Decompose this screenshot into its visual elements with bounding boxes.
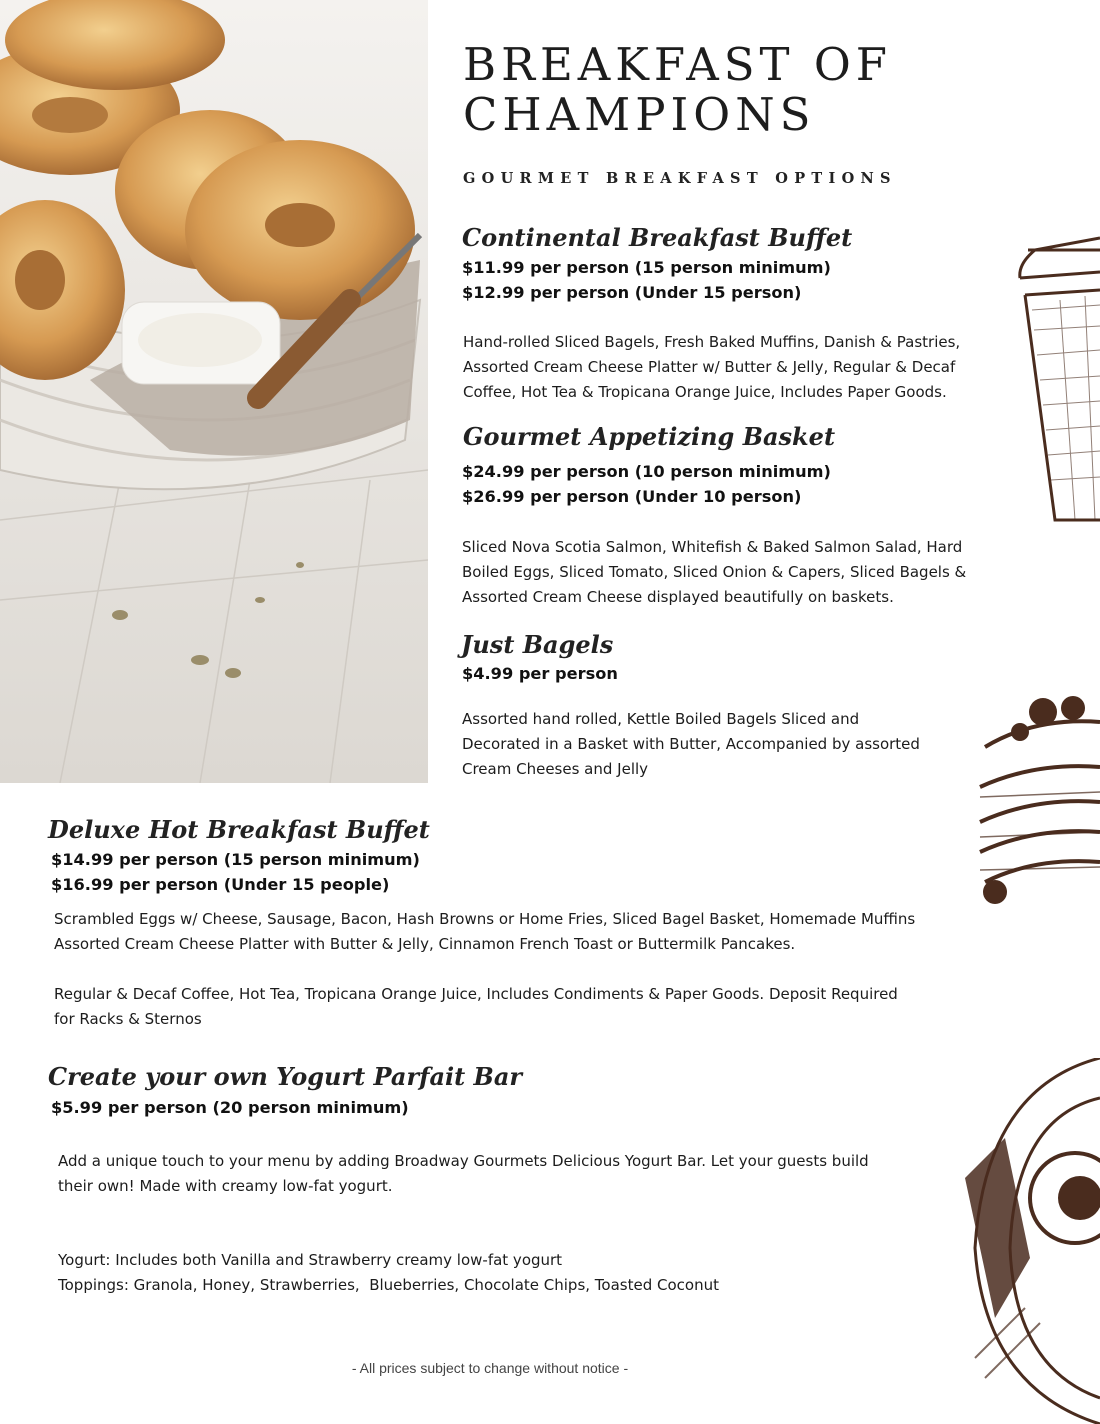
- price-line: $26.99 per person (Under 10 person): [462, 486, 802, 506]
- page-title: [463, 40, 892, 140]
- price-line: $24.99 per person (10 person minimum): [462, 462, 831, 481]
- description-line: Coffee, Hot Tea & Tropicana Orange Juice, Includes Paper Goods.: [463, 383, 947, 402]
- description-line: Assorted hand rolled, Kettle Boiled Bagels Sliced and: [462, 710, 860, 728]
- description-line: their own! Made with creamy low-fat yogurt.: [58, 1177, 393, 1196]
- price-line: $5.99 per person (20 person minimum): [51, 1098, 409, 1117]
- description-line: Assorted Cream Cheese displayed beautifully on baskets.: [462, 588, 894, 607]
- coffee-cup-sketch: [1000, 230, 1100, 530]
- footer-note: - All prices subject to change without notice -: [351, 1360, 629, 1376]
- section-prices-deluxe-hot: [51, 848, 420, 897]
- price-line: $12.99 per person (Under 15 person): [462, 282, 802, 302]
- pancake-stack-sketch: [965, 692, 1100, 922]
- description-line: Decorated in a Basket with Butter, Accompanied by assorted: [462, 735, 920, 754]
- description-line: Boiled Eggs, Sliced Tomato, Sliced Onion & Capers, Sliced Bagels &: [462, 563, 967, 582]
- section-description-yogurt-parfait: [58, 1149, 938, 1199]
- description-line: Hand-rolled Sliced Bagels, Fresh Baked Muffins, Danish & Pastries,: [463, 333, 961, 351]
- section-description-appetizing: [462, 535, 1022, 611]
- description-line: Regular & Decaf Coffee, Hot Tea, Tropicana Orange Juice, Includes Condiments & Paper Goods. Deposit Required: [54, 985, 898, 1003]
- page-subtitle: GOURMET BREAKFAST OPTIONS: [463, 170, 897, 187]
- section-heading-continental: Continental Breakfast Buffet: [462, 223, 853, 252]
- section-description-deluxe-hot: [54, 907, 952, 957]
- price-line: $16.99 per person (Under 15 people): [51, 874, 390, 894]
- section-heading-appetizing: Gourmet Appetizing Basket: [463, 422, 836, 451]
- price-line: $4.99 per person: [462, 664, 618, 683]
- section-heading-just-bagels: Just Bagels: [461, 630, 614, 659]
- description-line: Cream Cheeses and Jelly: [462, 760, 649, 779]
- section-description-just-bagels: [462, 707, 982, 783]
- description-line: Sliced Nova Scotia Salmon, Whitefish & Baked Salmon Salad, Hard: [462, 538, 963, 556]
- description-line: Assorted Cream Cheese Platter with Butter & Jelly, Cinnamon French Toast or Buttermilk Pancakes.: [54, 935, 796, 954]
- section-prices-appetizing: [462, 460, 831, 509]
- breakfast-plate-sketch: [945, 1058, 1100, 1424]
- section-prices-continental: [462, 256, 831, 305]
- description-line: Assorted Cream Cheese Platter w/ Butter & Jelly, Regular & Decaf: [463, 358, 956, 377]
- section-description-deluxe-hot-extra: [54, 982, 964, 1032]
- section-description-continental: [463, 330, 1023, 406]
- description-line: Toppings: Granola, Honey, Strawberries, Blueberries, Chocolate Chips, Toasted Coconut: [58, 1276, 719, 1295]
- title-line-2: CHAMPIONS: [463, 88, 816, 141]
- description-line: Yogurt: Includes both Vanilla and Strawberry creamy low-fat yogurt: [58, 1251, 563, 1269]
- section-heading-deluxe-hot: Deluxe Hot Breakfast Buffet: [48, 815, 430, 844]
- section-prices-just-bagels: [462, 662, 618, 687]
- section-heading-yogurt-parfait: Create your own Yogurt Parfait Bar: [48, 1062, 523, 1091]
- bagel-basket-photo: [0, 0, 428, 783]
- price-line: $11.99 per person (15 person minimum): [462, 258, 831, 277]
- title-line-1: BREAKFAST OF: [463, 38, 892, 91]
- price-line: $14.99 per person (15 person minimum): [51, 850, 420, 869]
- section-prices-yogurt-parfait: [51, 1096, 409, 1121]
- description-line: Add a unique touch to your menu by adding Broadway Gourmets Delicious Yogurt Bar. Let your guests build: [58, 1152, 869, 1170]
- section-description-yogurt-toppings: [58, 1248, 938, 1298]
- description-line: for Racks & Sternos: [54, 1010, 202, 1029]
- description-line: Scrambled Eggs w/ Cheese, Sausage, Bacon, Hash Browns or Home Fries, Sliced Bagel Basket, Homemade Muffins: [54, 910, 916, 928]
